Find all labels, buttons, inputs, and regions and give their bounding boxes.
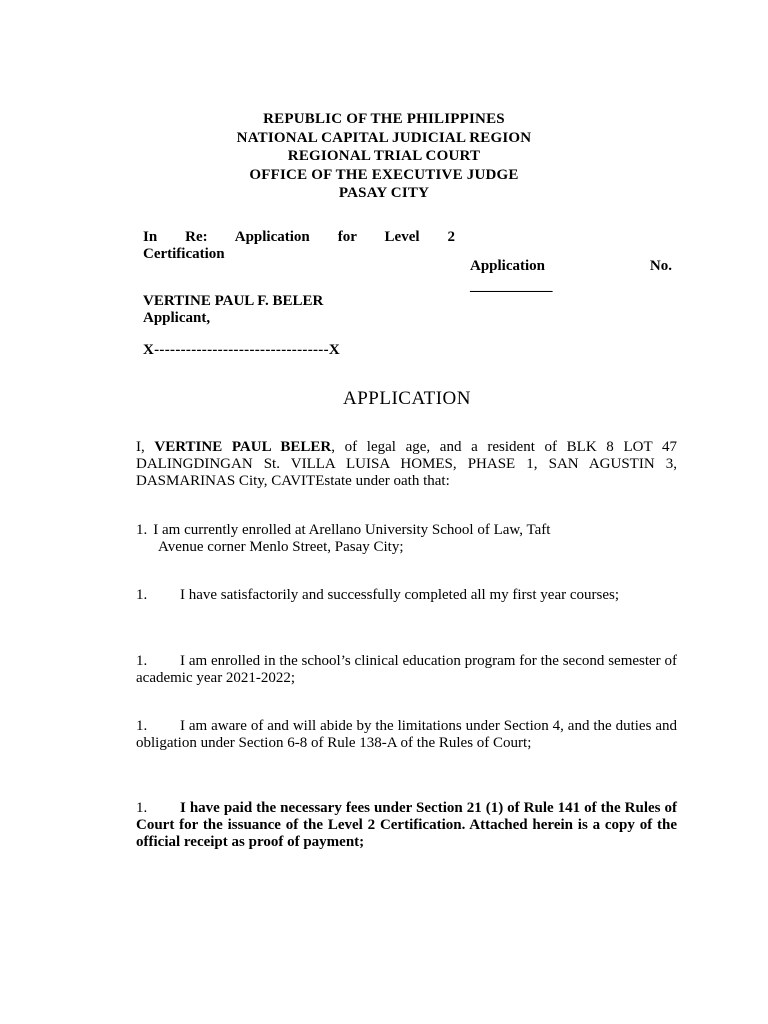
- item-number: 1.: [136, 718, 148, 734]
- intro-rest: , of legal age, and a resident of BLK 8 LOT 47 DALINGDINGAN St. VILLA LUISA HOMES, PHASE 1, SAN AGUSTIN 3, DASMARINAS City, CAVITEstate under oath that:: [136, 439, 677, 489]
- number-label: No.: [649, 258, 672, 274]
- intro-paragraph: [136, 439, 677, 490]
- application-label: Application: [470, 258, 546, 274]
- certification-line: Certification: [143, 246, 225, 262]
- application-number: [470, 257, 672, 295]
- header-line-court: REGIONAL TRIAL COURT: [287, 148, 481, 164]
- header-line-city: PASAY CITY: [338, 185, 430, 201]
- header-line-republic: REPUBLIC OF THE PHILIPPINES: [263, 111, 505, 127]
- item-text-line2: Avenue corner Menlo Street, Pasay City;: [158, 539, 404, 555]
- caption-separator: X---------------------------------X: [143, 342, 341, 358]
- item-text: I am enrolled in the school’s clinical education program for the second semester of academic year 2021-2022;: [136, 653, 677, 686]
- intro-name: VERTINE PAUL BELER: [154, 439, 332, 455]
- item-text: I am aware of and will abide by the limitations under Section 4, and the duties and obligation under Section 6-8 of Rule 138-A of the Rules of Court;: [136, 718, 677, 751]
- list-item: [136, 653, 677, 687]
- in-re-line: In Re: Application for Level 2: [143, 229, 455, 245]
- court-header: [0, 110, 768, 203]
- item-number: 1.: [136, 522, 148, 538]
- header-line-region: NATIONAL CAPITAL JUDICIAL REGION: [236, 129, 532, 146]
- applicant-block: [143, 293, 323, 327]
- item-number: 1.: [136, 587, 148, 603]
- item-text-line1: I am currently enrolled at Arellano University School of Law, Taft: [153, 522, 551, 538]
- item-number: 1.: [136, 653, 148, 669]
- number-blank: ___________: [470, 278, 553, 294]
- intro-prefix: I,: [136, 439, 155, 455]
- list-item: [136, 800, 677, 851]
- applicant-name: VERTINE PAUL F. BELER: [143, 293, 324, 309]
- list-item: [136, 522, 677, 556]
- header-line-office: OFFICE OF THE EXECUTIVE JUDGE: [249, 166, 519, 183]
- document-title: APPLICATION: [343, 388, 471, 409]
- item-text: I have satisfactorily and successfully completed all my first year courses;: [180, 587, 620, 603]
- item-number: 1.: [136, 800, 148, 816]
- case-caption: [143, 229, 455, 263]
- item-text: I have paid the necessary fees under Section 21 (1) of Rule 141 of the Rules of Court for the issuance of the Level 2 Certification. Attached herein is a copy of the official receipt as proof of payment;: [136, 800, 677, 850]
- list-item: [136, 587, 677, 604]
- list-item: [136, 718, 677, 752]
- applicant-role: Applicant,: [143, 310, 211, 326]
